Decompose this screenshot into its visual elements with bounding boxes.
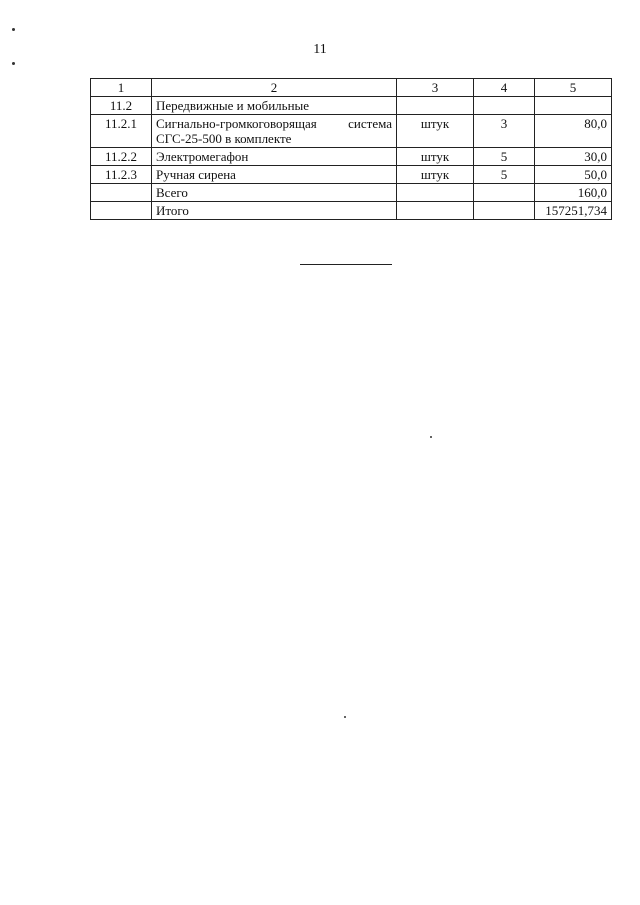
- row-value: 157251,734: [535, 202, 612, 220]
- row-code: 11.2.1: [91, 115, 152, 148]
- page-number: 11: [313, 42, 327, 57]
- row-code: 11.2: [91, 97, 152, 115]
- row-qty: 5: [474, 166, 535, 184]
- header-cell-4: 4: [474, 79, 535, 97]
- row-qty: [474, 184, 535, 202]
- row-name: Ручная сирена: [152, 166, 397, 184]
- row-qty: 5: [474, 148, 535, 166]
- table-row: [91, 97, 612, 115]
- scan-speck: [12, 28, 15, 31]
- row-qty: [474, 202, 535, 220]
- row-code: 11.2.3: [91, 166, 152, 184]
- row-name: Сигнально-громкоговорящая система СГС-25-500 в комплекте: [152, 115, 397, 148]
- row-value: 160,0: [535, 184, 612, 202]
- table-row: [91, 148, 612, 166]
- scan-speck: [344, 716, 346, 718]
- row-code: 11.2.2: [91, 148, 152, 166]
- row-code: [91, 202, 152, 220]
- header-cell-2: 2: [152, 79, 397, 97]
- header-cell-3: 3: [397, 79, 474, 97]
- row-value: 30,0: [535, 148, 612, 166]
- row-value: 50,0: [535, 166, 612, 184]
- row-name: Всего: [152, 184, 397, 202]
- equipment-table: [90, 78, 612, 220]
- table-row-grand-total: [91, 202, 612, 220]
- row-qty: 3: [474, 115, 535, 148]
- row-value: [535, 97, 612, 115]
- row-name: Электромегафон: [152, 148, 397, 166]
- row-code: [91, 184, 152, 202]
- row-name: Итого: [152, 202, 397, 220]
- row-unit: штук: [397, 115, 474, 148]
- scan-speck: [430, 436, 432, 438]
- table-header-row: [91, 79, 612, 97]
- table-row: [91, 115, 612, 148]
- end-divider-line: [300, 264, 392, 265]
- row-unit: штук: [397, 166, 474, 184]
- row-name: Передвижные и мобильные: [152, 97, 397, 115]
- header-cell-1: 1: [91, 79, 152, 97]
- header-cell-5: 5: [535, 79, 612, 97]
- scan-speck: [12, 62, 15, 65]
- table-row-total: [91, 184, 612, 202]
- row-unit: штук: [397, 148, 474, 166]
- table-row: [91, 166, 612, 184]
- row-value: 80,0: [535, 115, 612, 148]
- row-unit: [397, 97, 474, 115]
- row-unit: [397, 202, 474, 220]
- row-unit: [397, 184, 474, 202]
- row-qty: [474, 97, 535, 115]
